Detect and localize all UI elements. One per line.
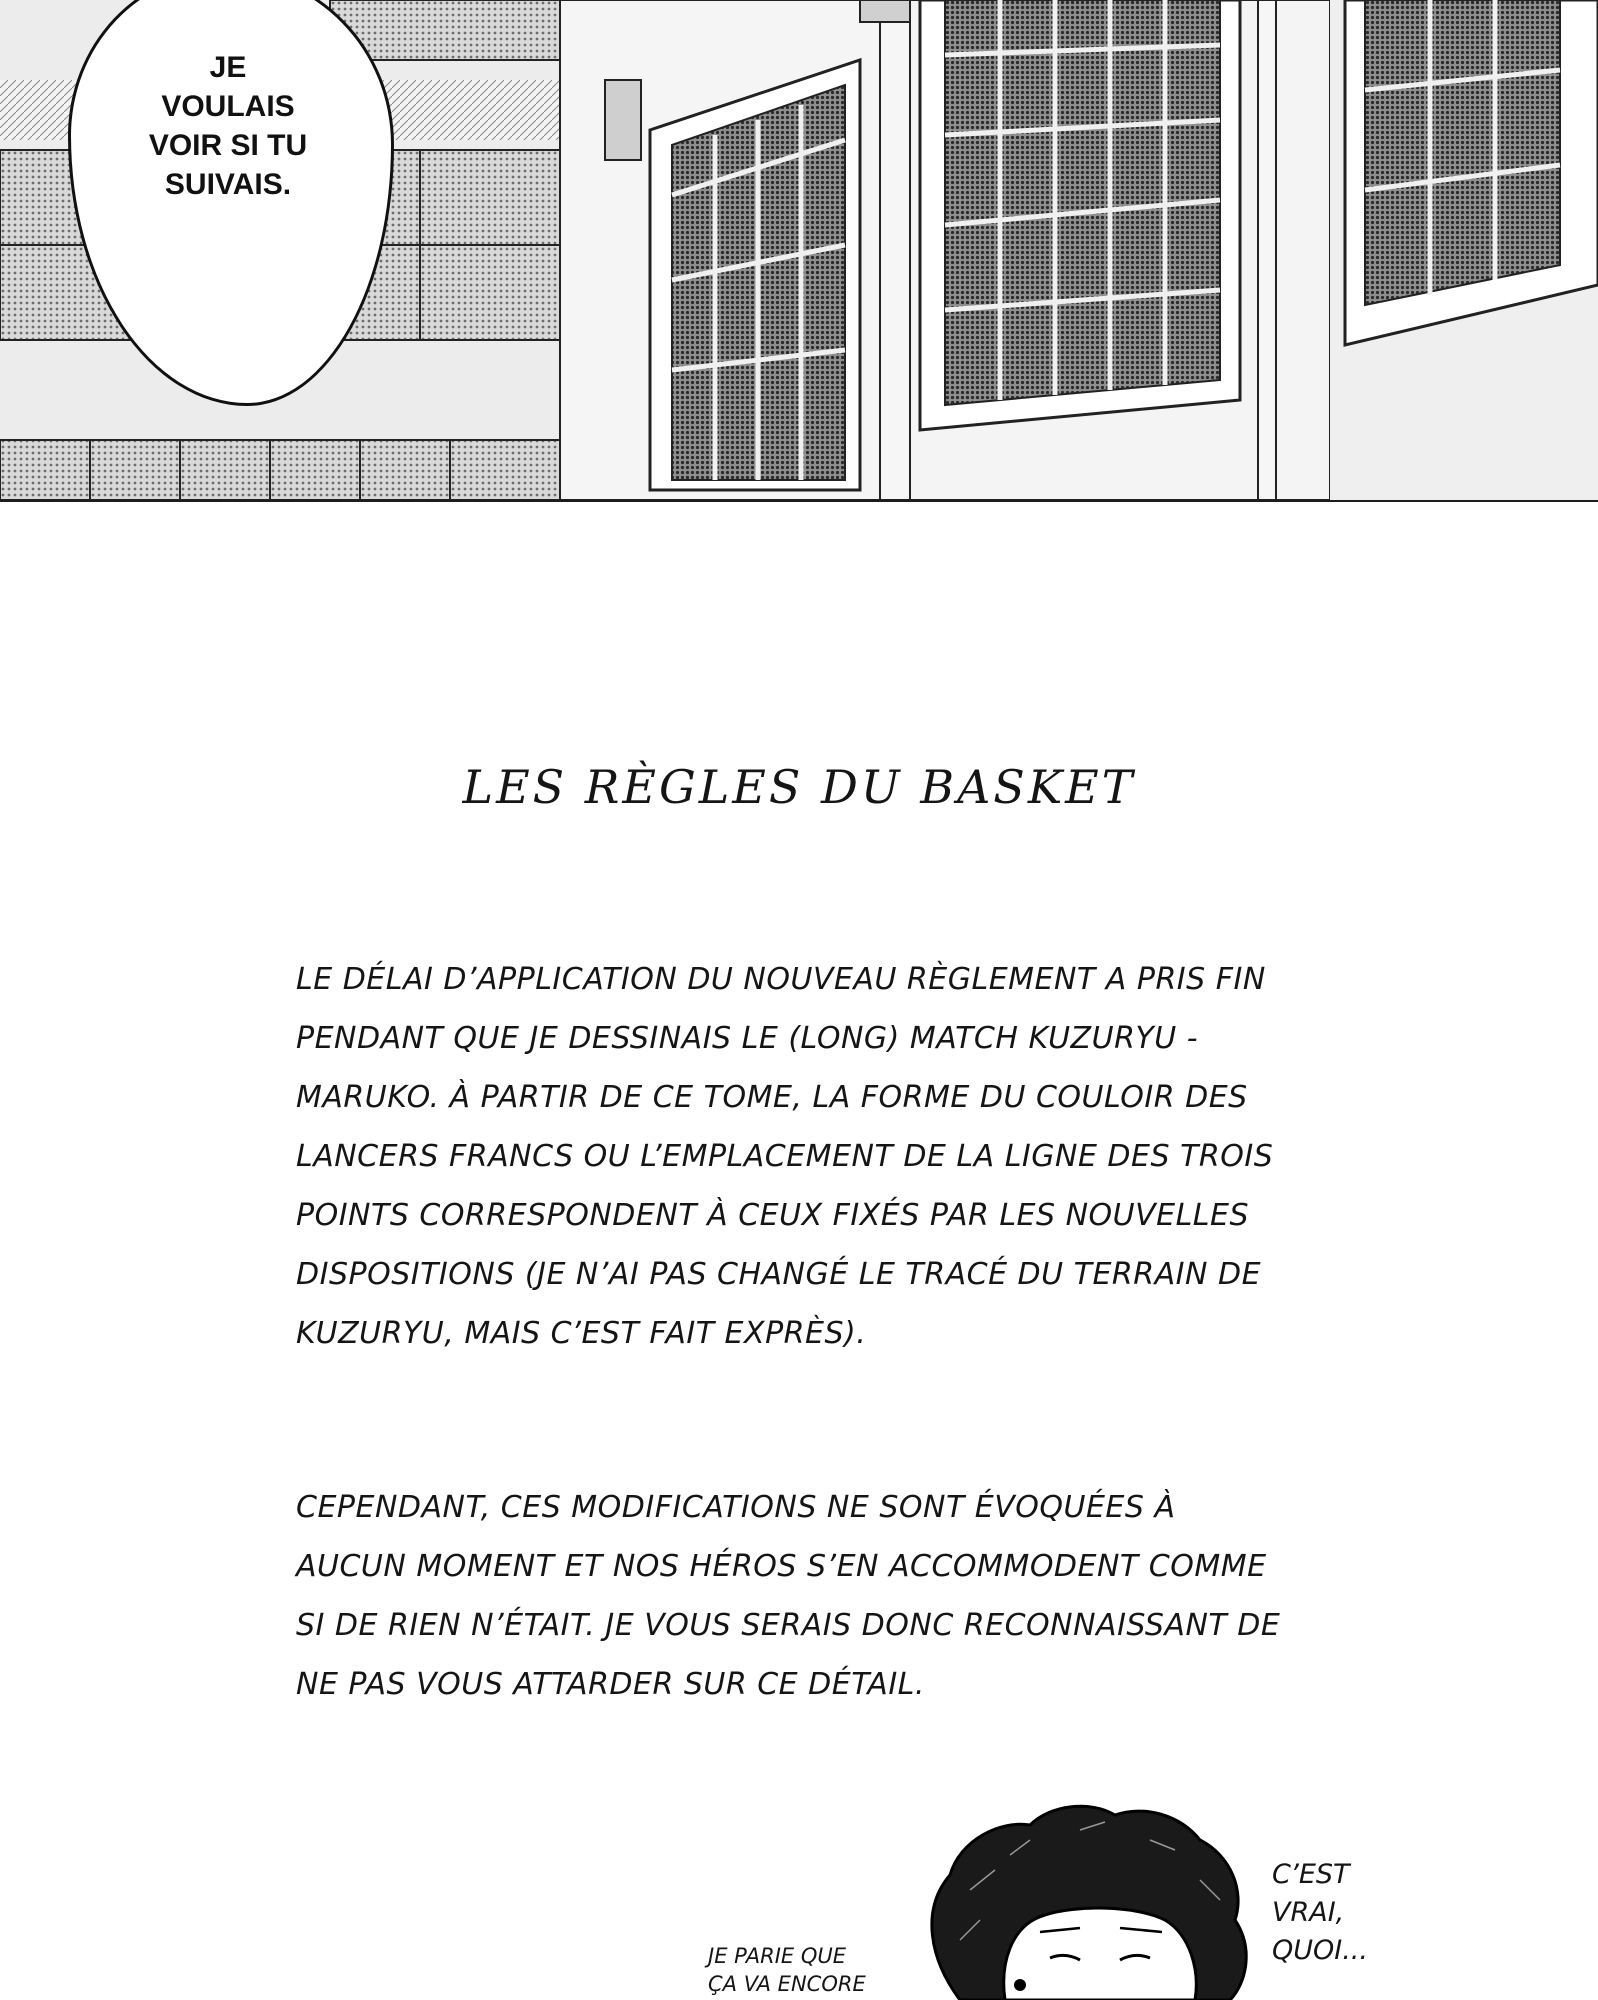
paragraph-line: MARUKO. À PARTIR DE CE TOME, LA FORME DU COULOIR DES bbox=[296, 1080, 1248, 1115]
paragraph-line: PENDANT QUE JE DESSINAIS LE (LONG) MATCH KUZURYU - bbox=[296, 1021, 1199, 1056]
paragraph-line: SI DE RIEN N’ÉTAIT. JE VOUS SERAIS DONC RECONNAISSANT DE bbox=[296, 1608, 1281, 1643]
paragraph-line: LANCERS FRANCS OU L’EMPLACEMENT DE LA LIGNE DES TROIS bbox=[296, 1139, 1274, 1174]
paragraph-line: LE DÉLAI D’APPLICATION DU NOUVEAU RÈGLEMENT A PRIS FIN bbox=[296, 962, 1266, 997]
paragraph-line: DISPOSITIONS (JE N’AI PAS CHANGÉ LE TRACÉ DU TERRAIN DE bbox=[296, 1257, 1262, 1292]
afterword-title: LES RÈGLES DU BASKET bbox=[462, 760, 1136, 814]
manga-panel bbox=[0, 0, 1598, 502]
doodle-caption-right: C’EST VRAI, QUOI... bbox=[1272, 1859, 1368, 1966]
doodle-caption-left: JE PARIE QUE ÇA VA ENCORE bbox=[708, 1944, 866, 1996]
speech-bubble-text: JE VOULAIS VOIR SI TU SUIVAIS. bbox=[148, 51, 308, 201]
paragraph-line: CEPENDANT, CES MODIFICATIONS NE SONT ÉVOQUÉES À bbox=[296, 1490, 1176, 1525]
paragraph-line: AUCUN MOMENT ET NOS HÉROS S’EN ACCOMMODENT COMME bbox=[296, 1549, 1267, 1584]
paragraph-line: POINTS CORRESPONDENT À CEUX FIXÉS PAR LES NOUVELLES bbox=[296, 1198, 1250, 1233]
paragraph-line: NE PAS VOUS ATTARDER SUR CE DÉTAIL. bbox=[296, 1667, 925, 1702]
afterword-paragraph-1 bbox=[296, 950, 1356, 1363]
paragraph-line: KUZURYU, MAIS C’EST FAIT EXPRÈS). bbox=[296, 1316, 867, 1351]
author-doodle bbox=[900, 1800, 1280, 2000]
afterword-paragraph-2 bbox=[296, 1478, 1356, 1714]
